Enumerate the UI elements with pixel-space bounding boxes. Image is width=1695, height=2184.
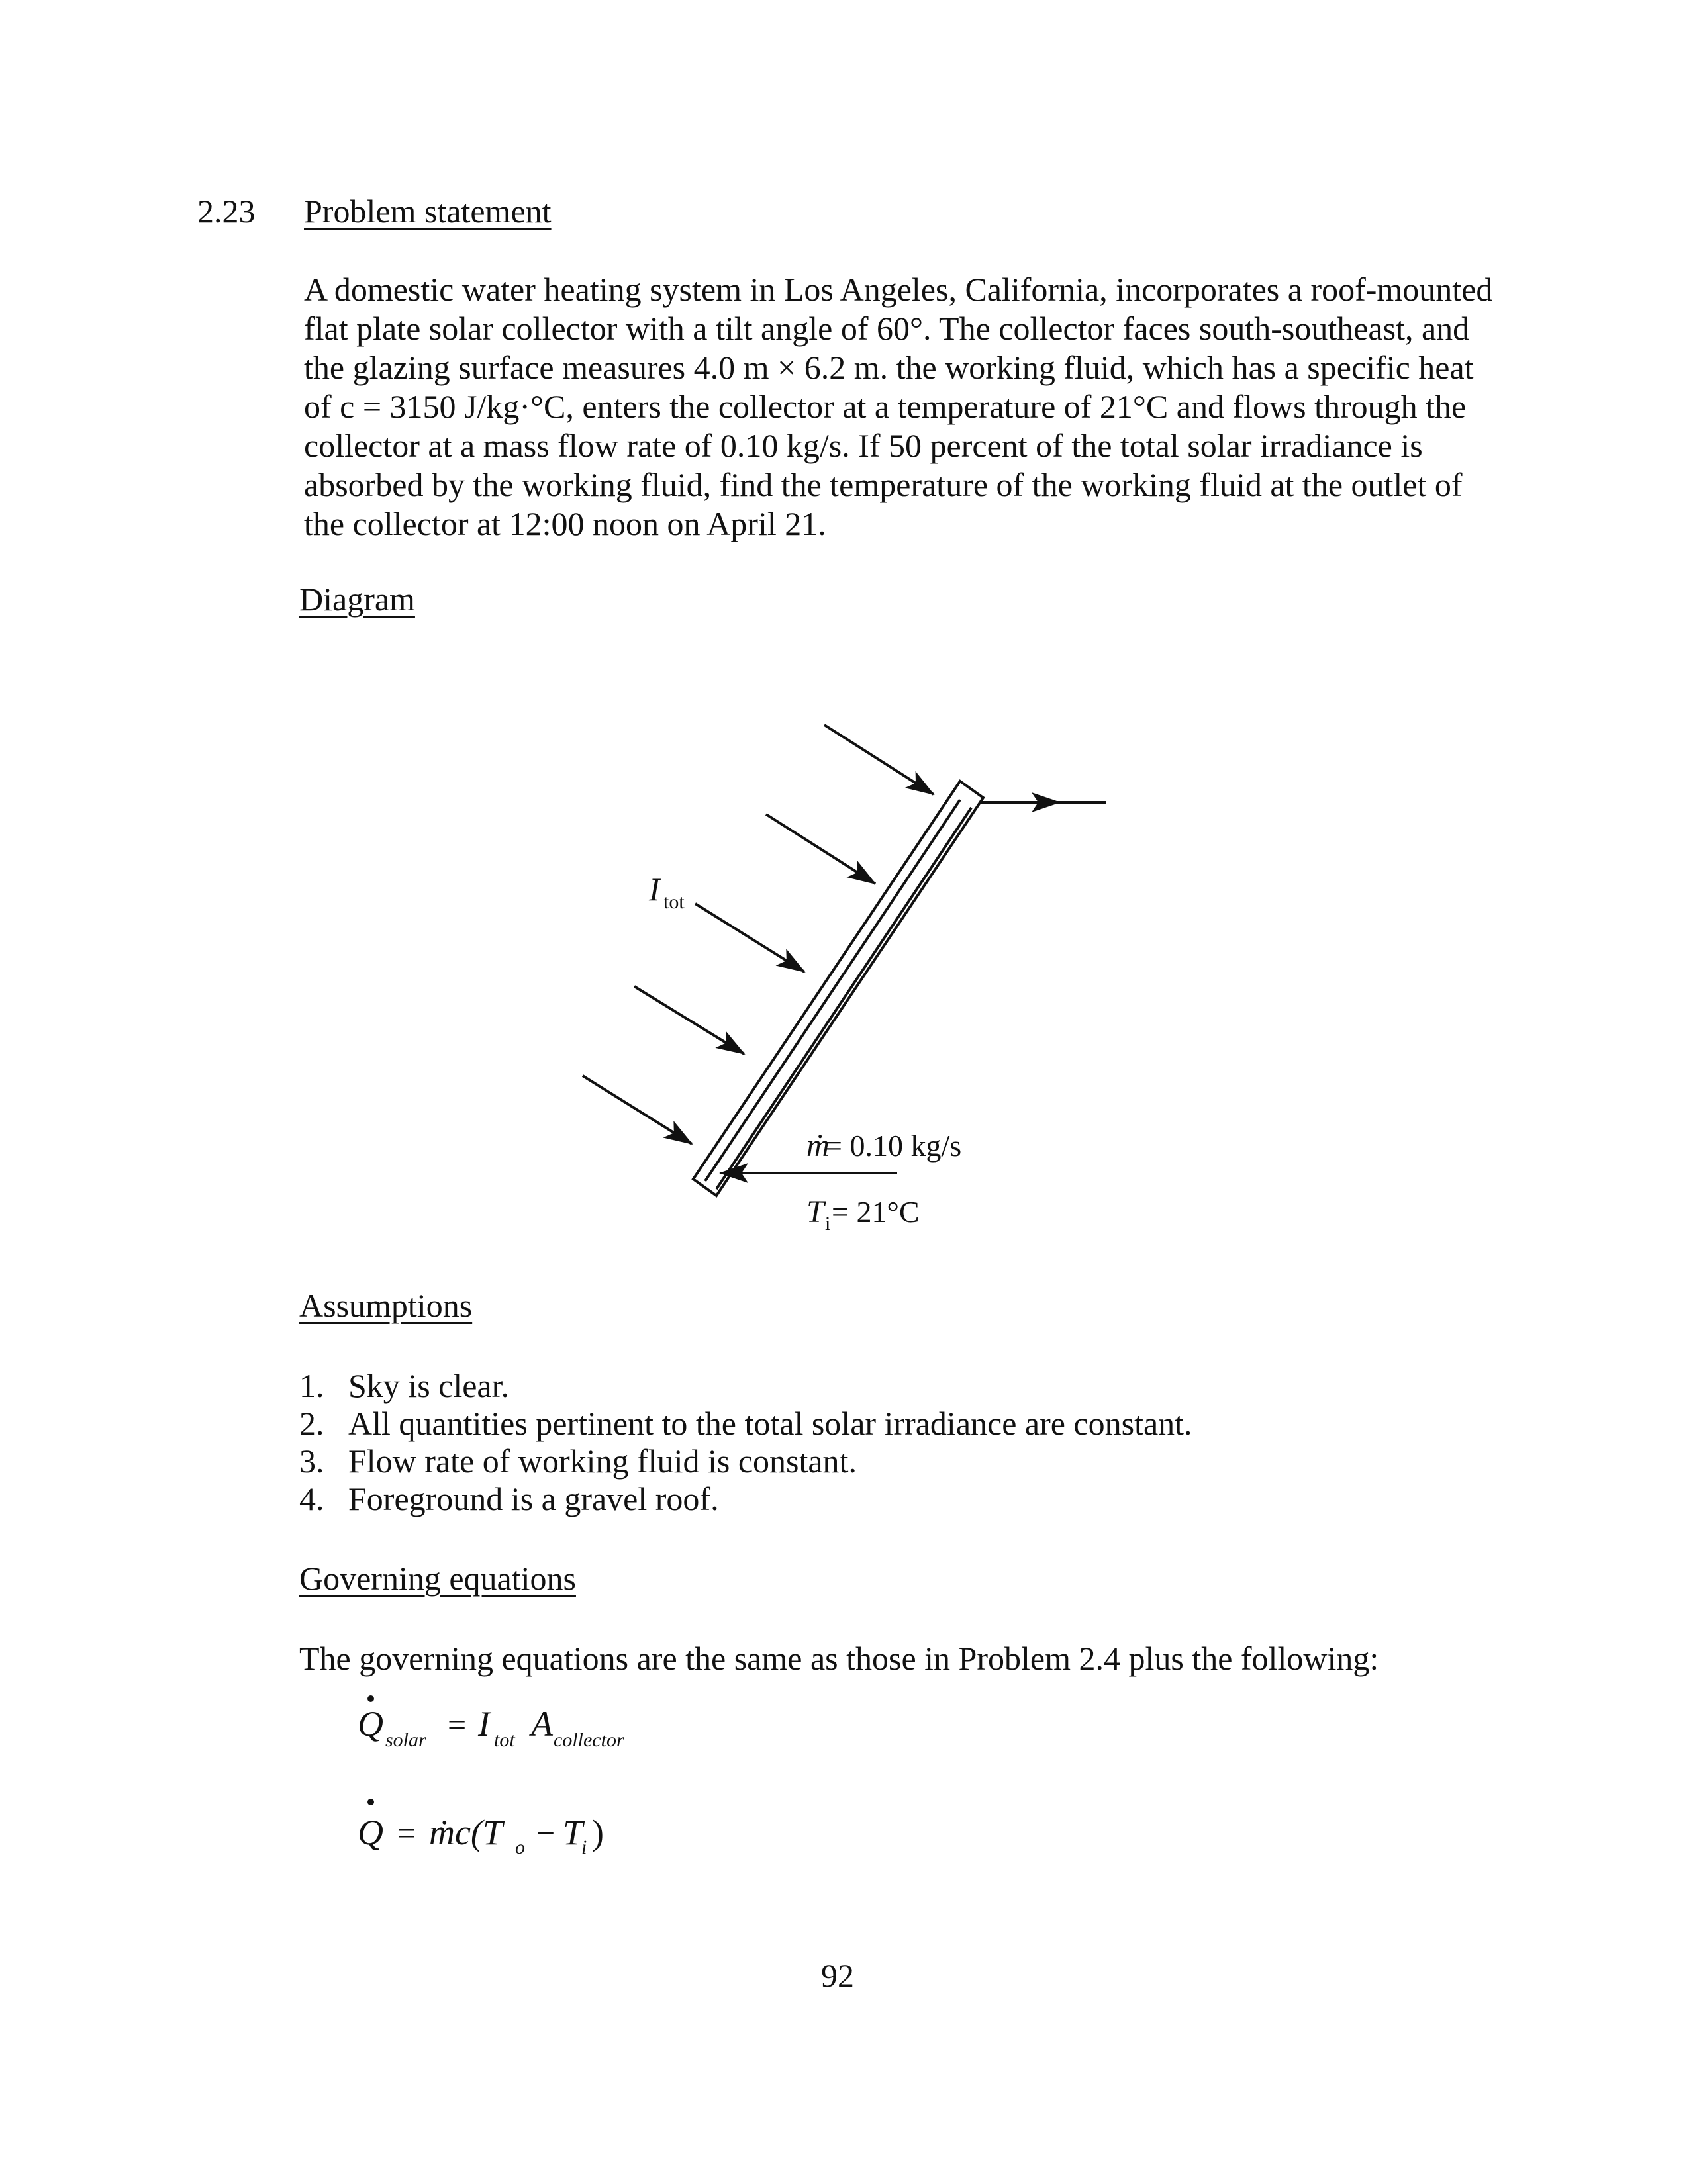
eq2-close: ) xyxy=(592,1813,604,1852)
list-item xyxy=(299,1443,1192,1480)
list-item-number: 3. xyxy=(299,1443,324,1480)
problem-line: the collector at 12:00 noon on April 21. xyxy=(304,505,826,542)
eq1-lhs: Q xyxy=(358,1704,383,1744)
eq1-a-sub: collector xyxy=(554,1729,624,1751)
list-item-text: All quantities pertinent to the total solar irradiance are constant. xyxy=(348,1405,1192,1442)
governing-equations-heading: Governing equations xyxy=(299,1560,576,1597)
eq1-equals: = xyxy=(448,1706,467,1743)
dot-accent xyxy=(367,1695,374,1702)
eq1-i: I xyxy=(478,1704,490,1744)
problem-line: of c = 3150 J/kg·°C, enters the collector at a temperature of 21°C and flows through the xyxy=(304,388,1467,425)
governing-equations-intro: The governing equations are the same as those in Problem 2.4 plus the following: xyxy=(299,1640,1379,1677)
list-item-text: Foreground is a gravel roof. xyxy=(348,1480,719,1517)
eq1-lhs-sub: solar xyxy=(385,1729,426,1751)
eq2-minus: − xyxy=(536,1815,556,1852)
diagram-heading: Diagram xyxy=(299,581,415,618)
problem-line: absorbed by the working fluid, find the temperature of the working fluid at the outlet of xyxy=(304,466,1463,503)
eq2-lhs: Q xyxy=(358,1813,383,1852)
eq1-i-sub: tot xyxy=(494,1729,515,1751)
problem-number: 2.23 xyxy=(197,193,256,230)
mass-flow-value: = 0.10 kg/s xyxy=(825,1129,962,1163)
equation-fluid-heat xyxy=(358,1799,604,1858)
list-item-number: 2. xyxy=(299,1405,324,1442)
list-item xyxy=(299,1480,1192,1518)
eq2-ti: T xyxy=(563,1813,583,1852)
list-item-number: 1. xyxy=(299,1367,324,1404)
eq1-a: A xyxy=(531,1704,553,1744)
eq2-rhs: ṁc(T xyxy=(429,1813,503,1852)
irradiance-arrow xyxy=(824,725,934,794)
problem-line: the glazing surface measures 4.0 m × 6.2 m. the working fluid, which has a specific heat xyxy=(304,349,1474,386)
inlet-temp-symbol: T xyxy=(806,1194,824,1229)
irradiance-arrow xyxy=(583,1076,692,1144)
problem-line: A domestic water heating system in Los Angeles, California, incorporates a roof-mounted xyxy=(304,271,1493,308)
irradiance-arrow xyxy=(695,904,804,972)
dot-accent xyxy=(367,1799,374,1805)
inlet-temp-subscript: i xyxy=(825,1213,831,1235)
eq2-to-sub: o xyxy=(515,1836,525,1858)
list-item-text: Sky is clear. xyxy=(348,1367,510,1404)
list-item xyxy=(299,1367,1192,1405)
assumptions-heading: Assumptions xyxy=(299,1287,473,1324)
equation-solar-heat xyxy=(358,1695,624,1751)
mass-flow-symbol: ṁ xyxy=(806,1128,830,1163)
eq2-ti-sub: i xyxy=(581,1836,587,1858)
inlet-temp-value: = 21°C xyxy=(832,1195,920,1229)
irradiance-symbol: I xyxy=(649,871,660,908)
irradiance-arrow xyxy=(766,814,875,884)
eq2-equals: = xyxy=(397,1815,416,1852)
problem-statement-heading: Problem statement xyxy=(304,193,552,230)
page-number: 92 xyxy=(821,1957,854,1994)
list-item xyxy=(299,1405,1192,1443)
problem-line: flat plate solar collector with a tilt angle of 60°. The collector faces south-southeast, and xyxy=(304,310,1470,347)
irradiance-subscript: tot xyxy=(663,891,685,913)
problem-line: collector at a mass flow rate of 0.10 kg/s. If 50 percent of the total solar irradiance is xyxy=(304,427,1423,464)
list-item-number: 4. xyxy=(299,1480,324,1517)
assumptions-list xyxy=(299,1367,1192,1518)
list-item-text: Flow rate of working fluid is constant. xyxy=(348,1443,857,1480)
irradiance-arrow xyxy=(634,986,744,1054)
